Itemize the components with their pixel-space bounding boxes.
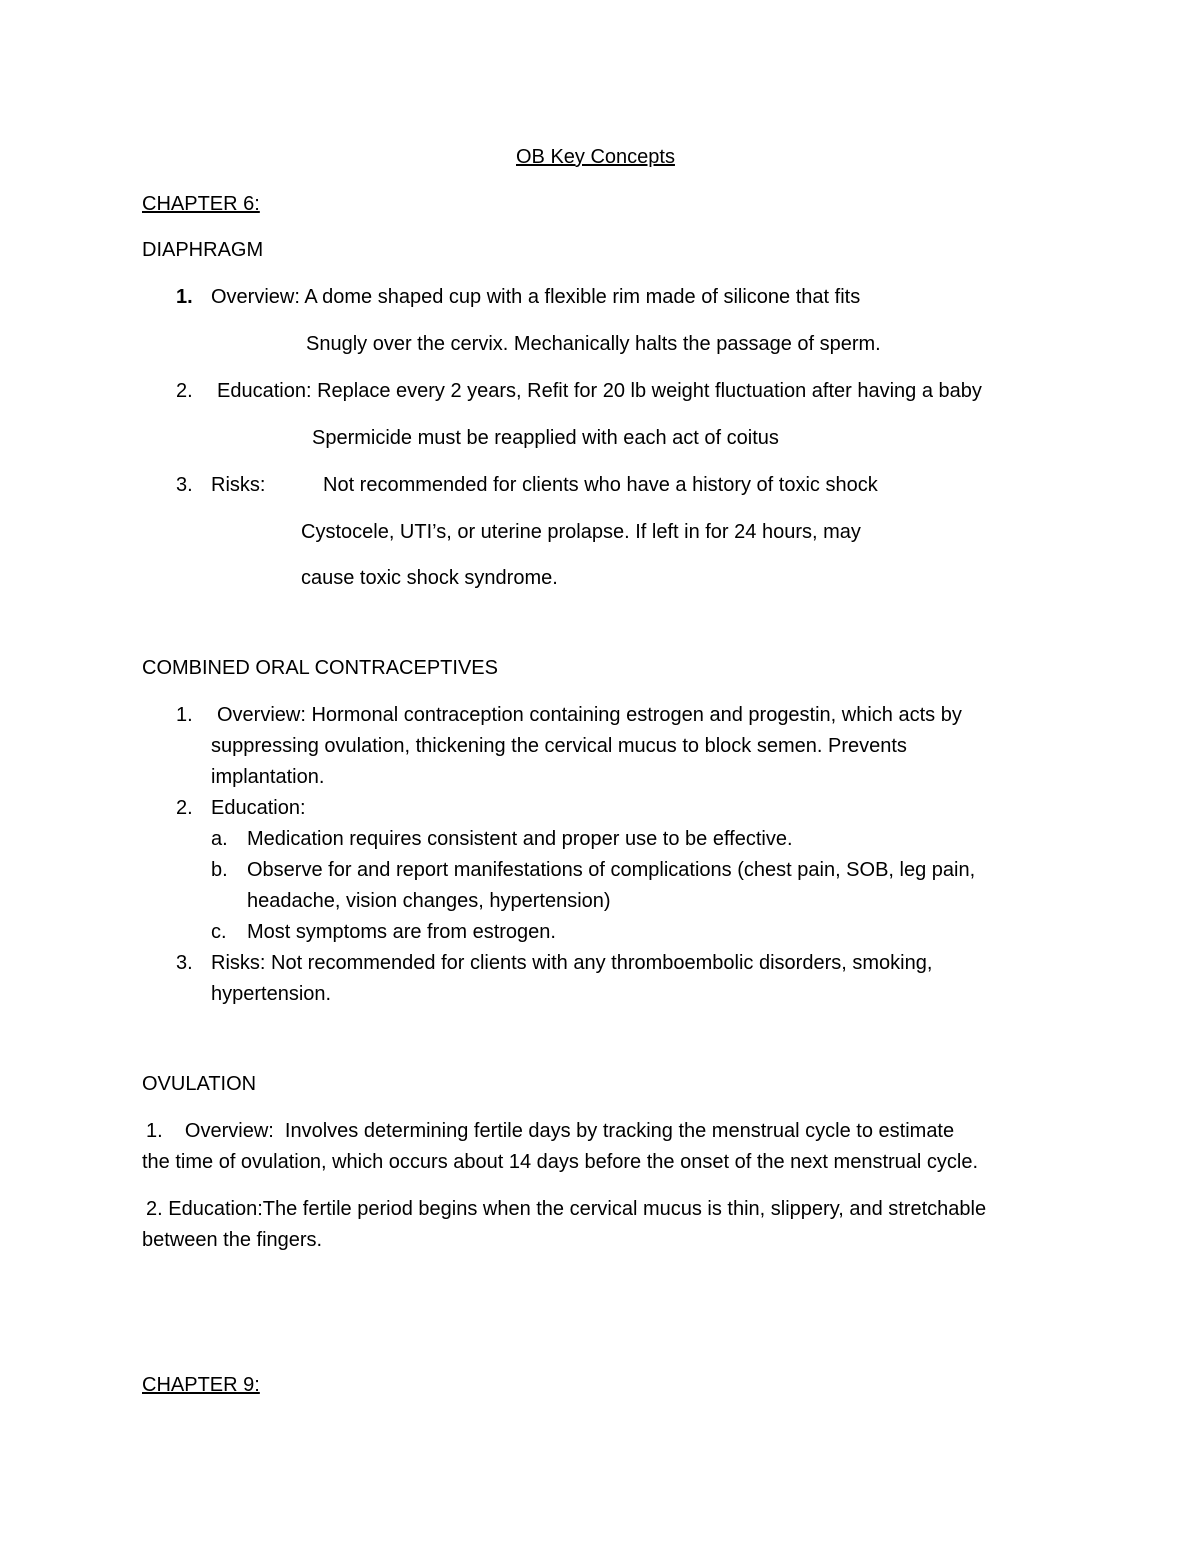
diaphragm-item-3-line-1: Not recommended for clients who have a history of toxic shock bbox=[323, 474, 878, 496]
diaphragm-item-2-line-2: Spermicide must be reapplied with each act of coitus bbox=[312, 427, 779, 449]
coc-subitem-c-line-1: Most symptoms are from estrogen. bbox=[247, 921, 556, 943]
ovulation-p2-line-2: between the fingers. bbox=[142, 1229, 323, 1251]
coc-item-1-line-2: suppressing ovulation, thickening the cervical mucus to block semen. Prevents bbox=[211, 735, 907, 757]
ovulation-p1-line-2: the time of ovulation, which occurs about 14 days before the onset of the next menstrual cycle. bbox=[142, 1151, 979, 1173]
document-title: OB Key Concepts bbox=[516, 146, 675, 168]
chapter-6-heading: CHAPTER 6: bbox=[142, 193, 260, 215]
diaphragm-item-1-number: 1. bbox=[176, 286, 193, 308]
diaphragm-item-2-number: 2. bbox=[176, 380, 193, 402]
coc-subitem-b-line-2: headache, vision changes, hypertension) bbox=[247, 890, 611, 912]
coc-subitem-b-line-1: Observe for and report manifestations of complications (chest pain, SOB, leg pain, bbox=[247, 859, 976, 881]
coc-item-2-number: 2. bbox=[176, 797, 193, 819]
chapter-9-heading: CHAPTER 9: bbox=[142, 1374, 260, 1396]
diaphragm-item-3-line-2: Cystocele, UTI’s, or uterine prolapse. If left in for 24 hours, may bbox=[301, 521, 861, 543]
coc-subitem-b-letter: b. bbox=[211, 859, 228, 881]
coc-item-3-line-2: hypertension. bbox=[211, 983, 332, 1005]
coc-item-3-number: 3. bbox=[176, 952, 193, 974]
coc-item-1-line-1: Overview: Hormonal contraception containing estrogen and progestin, which acts by bbox=[217, 704, 962, 726]
coc-item-3-line-1: Risks: Not recommended for clients with any thromboembolic disorders, smoking, bbox=[211, 952, 933, 974]
diaphragm-heading: DIAPHRAGM bbox=[142, 239, 264, 261]
coc-item-2-label: Education: bbox=[211, 797, 306, 819]
coc-subitem-a-letter: a. bbox=[211, 828, 228, 850]
ovulation-heading: OVULATION bbox=[142, 1073, 257, 1095]
diaphragm-item-1-line-1: Overview: A dome shaped cup with a flexible rim made of silicone that fits bbox=[211, 286, 861, 308]
diaphragm-item-1-line-2: Snugly over the cervix. Mechanically halts the passage of sperm. bbox=[306, 333, 881, 355]
diaphragm-item-2-line-1: Education: Replace every 2 years, Refit for 20 lb weight fluctuation after having a baby bbox=[217, 380, 982, 402]
coc-heading: COMBINED ORAL CONTRACEPTIVES bbox=[142, 657, 498, 679]
diaphragm-item-3-number: 3. bbox=[176, 474, 193, 496]
ovulation-p2-line-1: 2. Education:The fertile period begins when the cervical mucus is thin, slippery, and stretchable bbox=[146, 1198, 987, 1220]
coc-item-1-number: 1. bbox=[176, 704, 193, 726]
diaphragm-item-3-line-3: cause toxic shock syndrome. bbox=[301, 567, 558, 589]
diaphragm-item-3-label: Risks: bbox=[211, 474, 266, 496]
coc-item-1-line-3: implantation. bbox=[211, 766, 325, 788]
coc-subitem-a-line-1: Medication requires consistent and proper use to be effective. bbox=[247, 828, 793, 850]
ovulation-p1-line-1: 1. Overview: Involves determining fertile days by tracking the menstrual cycle to estimate bbox=[146, 1120, 955, 1142]
coc-subitem-c-letter: c. bbox=[211, 921, 227, 943]
